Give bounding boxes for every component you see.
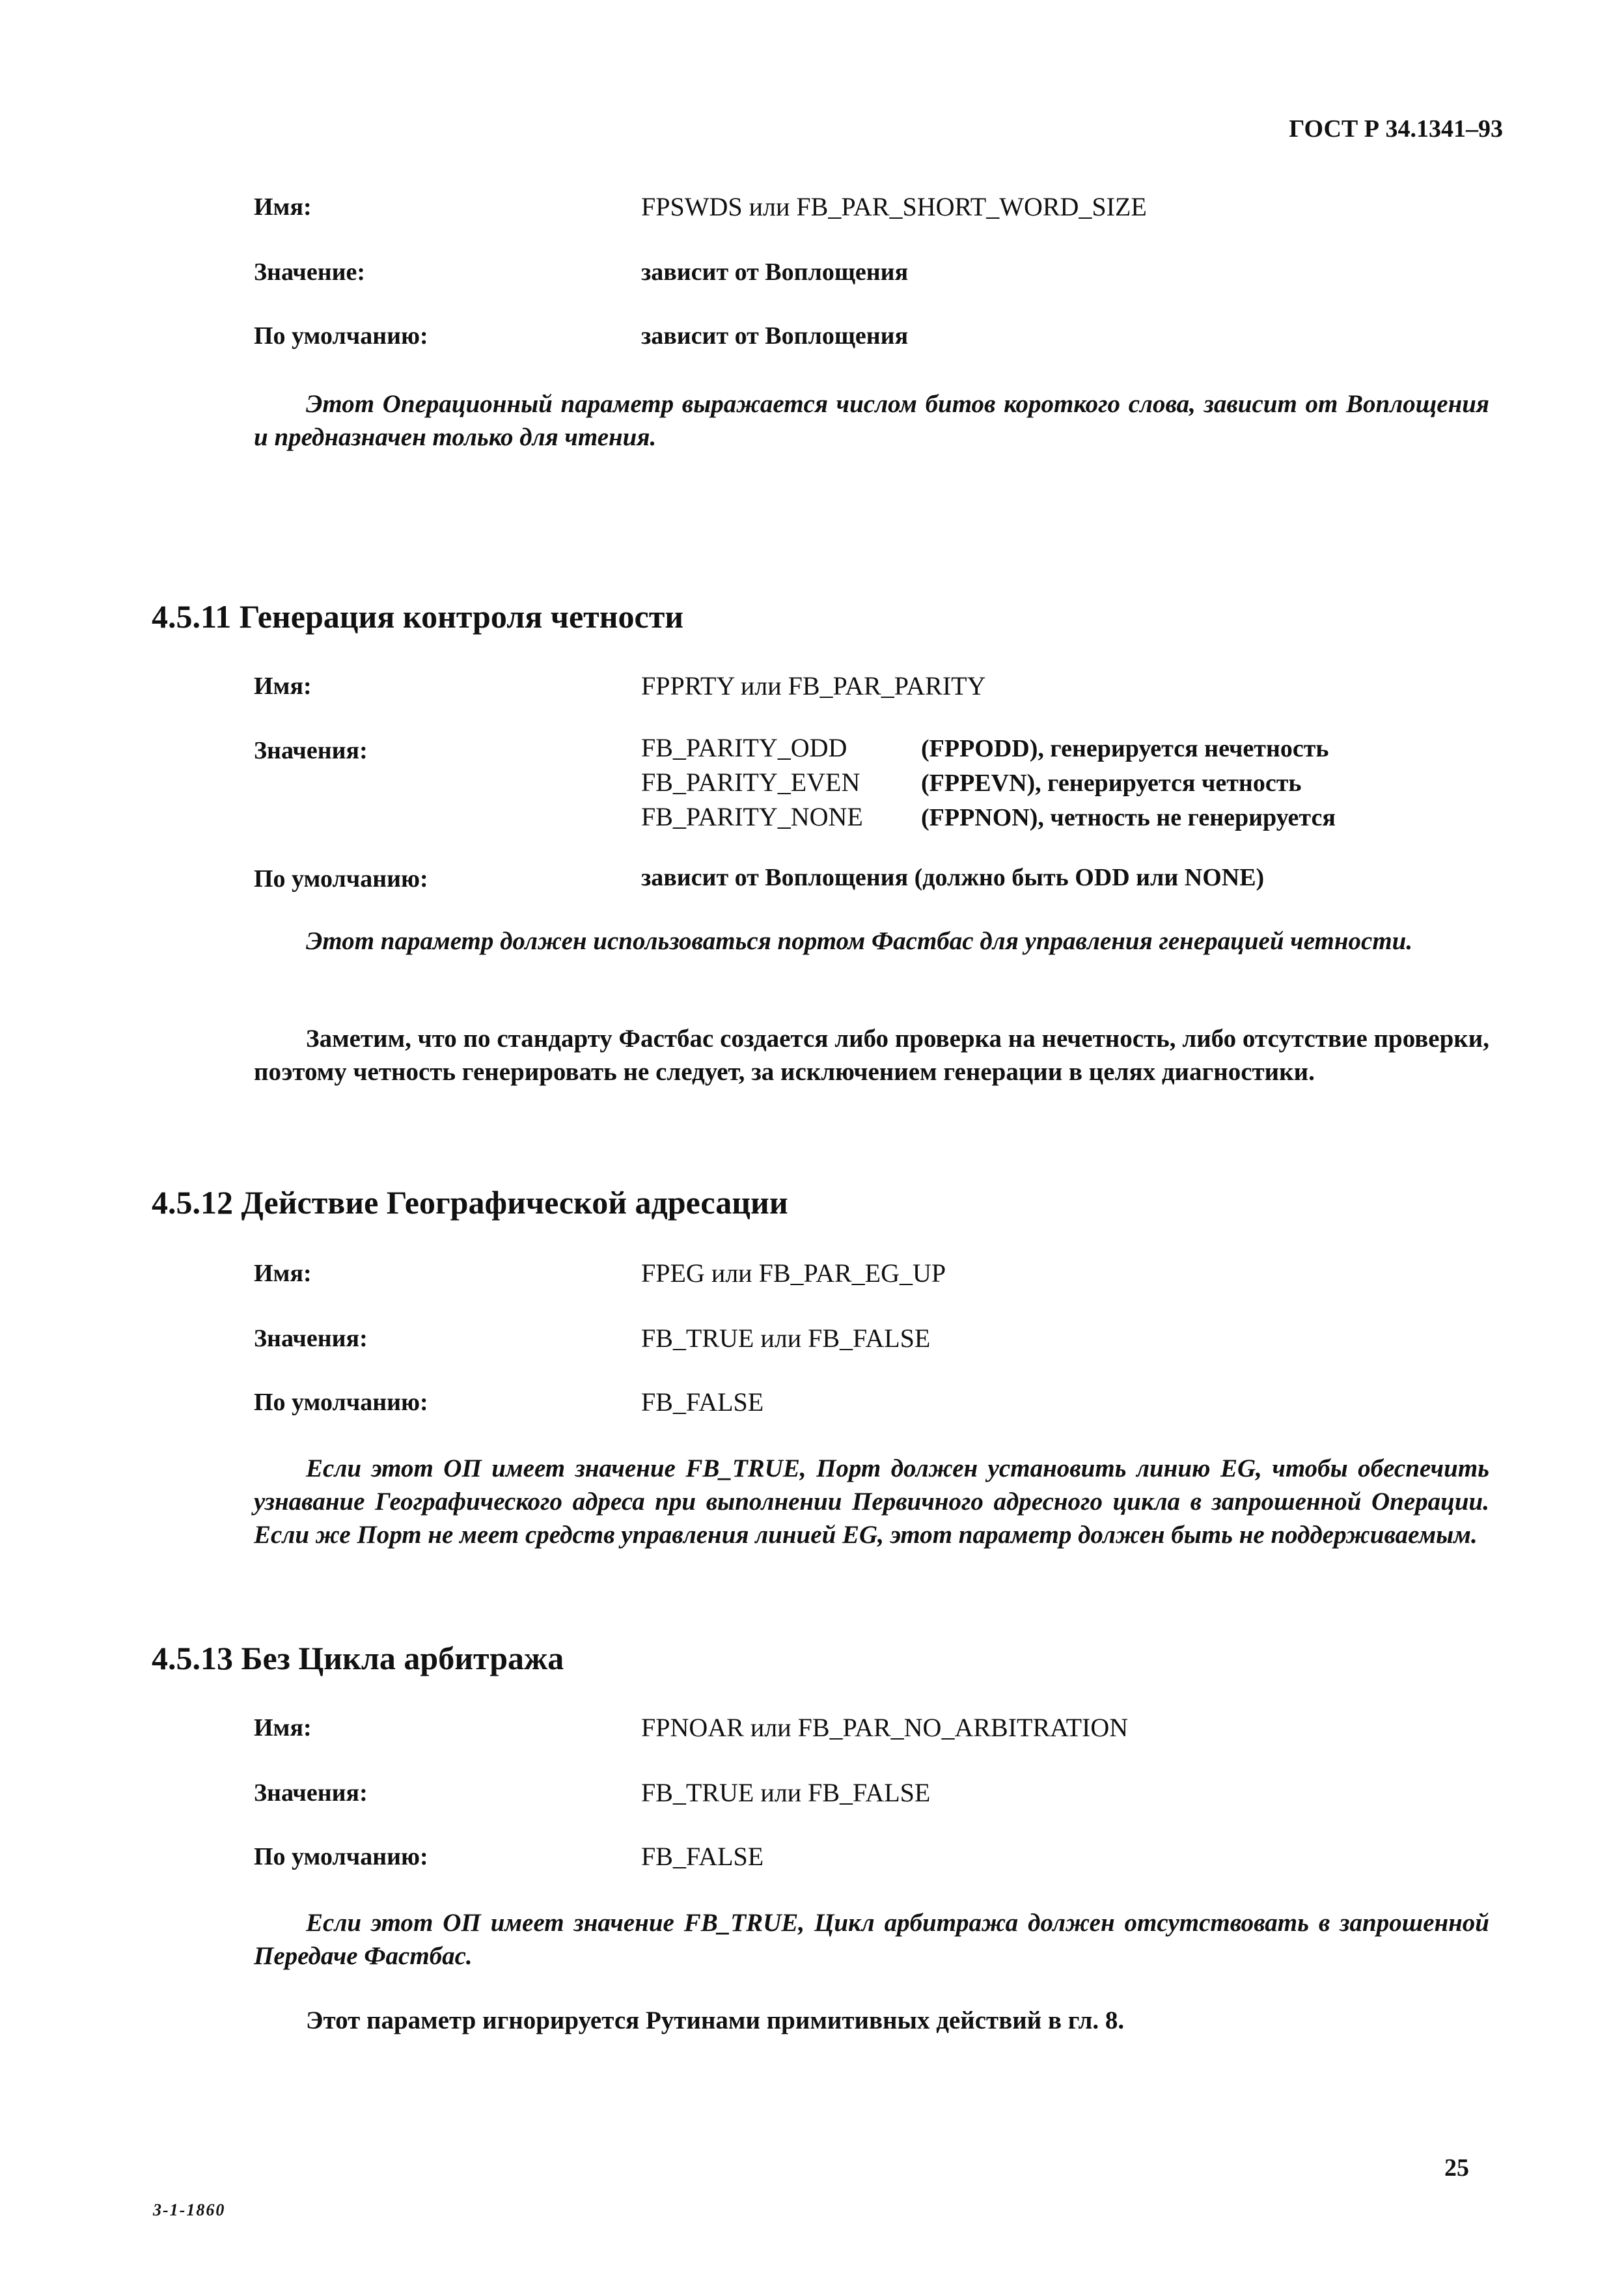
default-value: FB_FALSE: [641, 1842, 764, 1871]
default-label: По умолчанию:: [254, 865, 428, 893]
name-value: FPNOAR или FB_PAR_NO_ARBITRATION: [641, 1713, 1129, 1742]
default-label: По умолчанию:: [254, 1843, 428, 1870]
parity-value-row: FB_PARITY_NONE (FPPNON), четность не генерируется: [641, 802, 1336, 831]
default-value: FB_FALSE: [641, 1387, 764, 1417]
name-label: Имя:: [254, 673, 312, 700]
values-value: FB_TRUE или FB_FALSE: [641, 1324, 931, 1353]
remark-paragraph: Заметим, что по стандарту Фастбас создается либо проверка на нечетность, либо отсутствие проверки, поэтому четность генерировать не следует, за исключением генерации в целях диагностики.: [254, 1025, 1489, 1086]
parity-values-list: [641, 731, 1336, 835]
name-label: Имя:: [254, 1260, 312, 1287]
parity-value-row: FB_PARITY_EVEN (FPPEVN), генерируется четность: [641, 768, 1302, 797]
section-heading-4-5-13: 4.5.13 Без Цикла арбитража: [152, 1640, 564, 1676]
name-value: FPSWDS или FB_PAR_SHORT_WORD_SIZE: [641, 192, 1147, 221]
parameter-note: Этот Операционный параметр выражается числом битов короткого слова, зависит от Воплощения и предназначен только для чтения.: [254, 390, 1489, 451]
default-label: По умолчанию:: [254, 1389, 428, 1416]
parity-value-row: FB_PARITY_ODD (FPPODD), генерируется нечетность: [641, 733, 1329, 762]
name-value: FPPRTY или FB_PAR_PARITY: [641, 671, 986, 701]
remark-paragraph: Этот параметр игнорируется Рутинами примитивных действий в гл. 8.: [306, 2006, 1125, 2034]
page-number: 25: [1444, 2154, 1469, 2182]
values-label: Значения:: [254, 1779, 368, 1807]
name-value: FPEG или FB_PAR_EG_UP: [641, 1258, 946, 1288]
name-label: Имя:: [254, 1714, 312, 1741]
section-heading-4-5-12: 4.5.12 Действие Географической адресации: [152, 1184, 788, 1221]
value-label: Значение:: [254, 258, 366, 286]
parameter-note: Если этот ОП имеет значение FB_TRUE, Цикл арбитража должен отсутствовать в запрошенной Передаче Фастбас.: [254, 1909, 1489, 1970]
values-label: Значения:: [254, 1325, 368, 1352]
values-label: Значения:: [254, 737, 368, 764]
default-value: зависит от Воплощения: [641, 322, 909, 350]
parameter-note: Этот параметр должен использоваться портом Фастбас для управления генерацией четности.: [306, 927, 1413, 955]
parameter-note: Если этот ОП имеет значение FB_TRUE, Порт должен установить линию EG, чтобы обеспечить узнавание Географического адреса при выполнении Первичного адресного цикла в запрошенной Операции. Если же Порт не меет средств управления линией EG, этот параметр должен быть не поддерживаемым.: [254, 1454, 1489, 1549]
document-standard-header: ГОСТ Р 34.1341–93: [1289, 115, 1503, 143]
name-label: Имя:: [254, 193, 312, 221]
print-code: 3-1-1860: [153, 2200, 226, 2219]
section-heading-4-5-11: 4.5.11 Генерация контроля четности: [152, 598, 684, 635]
values-value: FB_TRUE или FB_FALSE: [641, 1778, 931, 1807]
default-label: По умолчанию:: [254, 322, 428, 350]
value-value: зависит от Воплощения: [641, 258, 909, 286]
default-value: зависит от Воплощения (должно быть ODD или NONE): [641, 864, 1265, 891]
